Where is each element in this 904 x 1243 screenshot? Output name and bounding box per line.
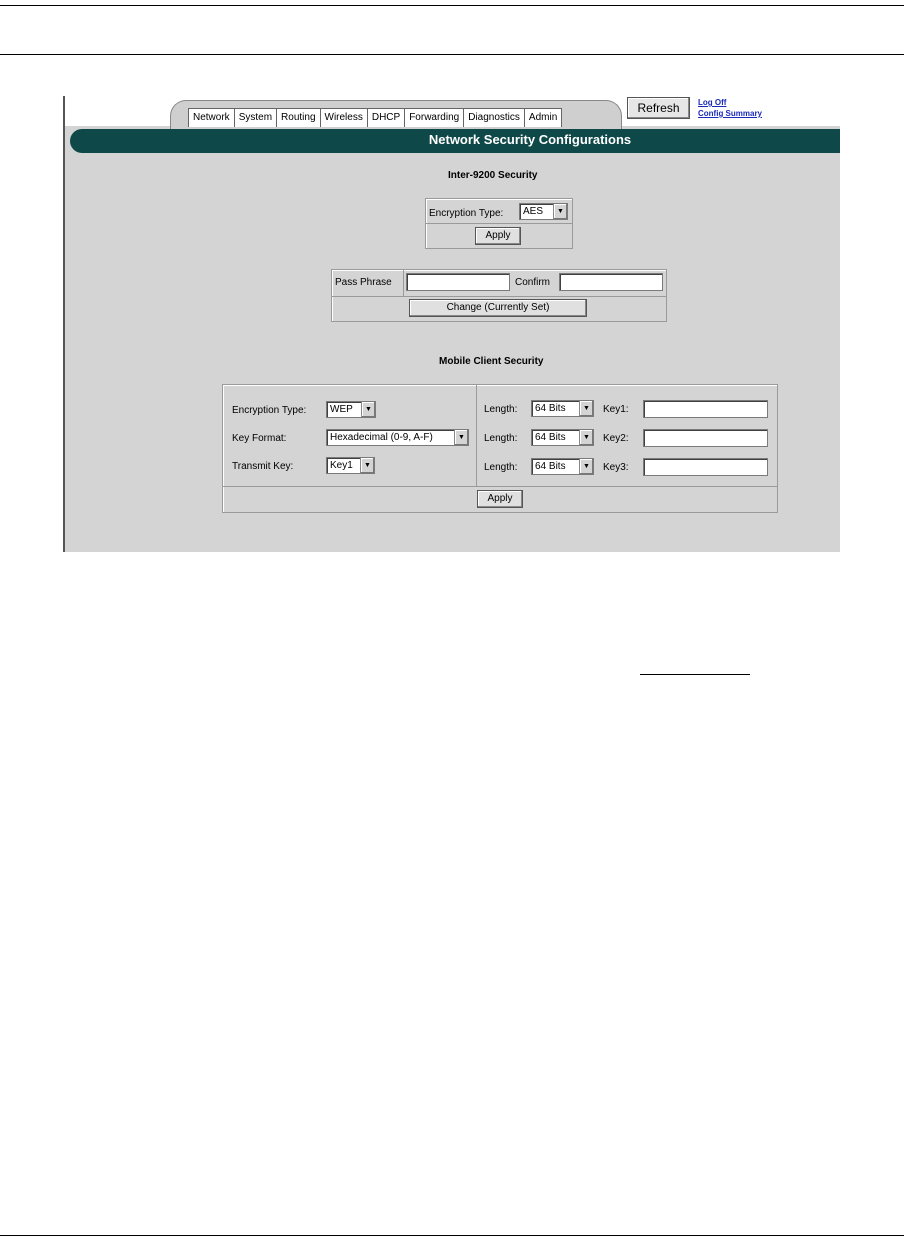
confirm-label: Confirm xyxy=(515,277,551,288)
divider xyxy=(223,486,777,487)
dropdown-arrow-icon: ▼ xyxy=(360,458,374,473)
inter-security-title: Inter-9200 Security xyxy=(448,170,538,181)
inter-encryption-select[interactable] xyxy=(519,203,568,220)
tab-admin[interactable]: Admin xyxy=(524,108,562,127)
mobile-apply-button[interactable]: Apply xyxy=(477,490,523,508)
key3-length-select[interactable] xyxy=(531,458,594,475)
divider xyxy=(426,223,572,224)
tab-routing[interactable]: Routing xyxy=(276,108,320,127)
tab-forwarding[interactable]: Forwarding xyxy=(404,108,464,127)
page-header-rule xyxy=(0,54,904,55)
mobile-encryption-label: Encryption Type: xyxy=(232,405,307,416)
page-footer-rule xyxy=(0,1235,904,1236)
key3-input[interactable] xyxy=(643,458,768,476)
log-off-link[interactable]: Log Off xyxy=(698,98,727,107)
key3-label: Key3: xyxy=(603,462,629,473)
mobile-encryption-select[interactable] xyxy=(326,401,376,418)
pass-phrase-input[interactable] xyxy=(406,273,510,291)
inter-apply-button[interactable]: Apply xyxy=(475,227,521,245)
tab-dhcp[interactable]: DHCP xyxy=(367,108,405,127)
change-pass-phrase-button[interactable]: Change (Currently Set) xyxy=(409,299,587,317)
key1-length-select[interactable] xyxy=(531,400,594,417)
title-banner xyxy=(70,129,840,153)
key2-label: Key2: xyxy=(603,433,629,444)
page-title: Network Security Configurations xyxy=(428,132,632,147)
blank-underline xyxy=(640,674,750,675)
key-format-value: Hexadecimal (0-9, A-F) xyxy=(330,432,433,443)
dropdown-arrow-icon: ▼ xyxy=(553,204,567,219)
mobile-security-title: Mobile Client Security xyxy=(439,356,544,367)
key1-length-value: 64 Bits xyxy=(535,403,566,414)
page-top-rule xyxy=(0,5,904,6)
inter-encryption-value: AES xyxy=(523,206,544,217)
divider xyxy=(476,385,477,486)
transmit-key-select[interactable] xyxy=(326,457,375,474)
dropdown-arrow-icon: ▼ xyxy=(579,459,593,474)
transmit-key-label: Transmit Key: xyxy=(232,461,294,472)
dropdown-arrow-icon: ▼ xyxy=(361,402,375,417)
pass-phrase-label: Pass Phrase xyxy=(335,277,392,288)
key2-length-label: Length: xyxy=(484,433,518,444)
key3-length-value: 64 Bits xyxy=(535,461,566,472)
refresh-button[interactable]: Refresh xyxy=(627,97,690,119)
divider xyxy=(332,296,666,297)
tab-system[interactable]: System xyxy=(234,108,277,127)
mobile-encryption-value: WEP xyxy=(330,404,353,415)
key2-input[interactable] xyxy=(643,429,768,447)
key1-length-label: Length: xyxy=(484,404,518,415)
inter-encryption-label: Encryption Type: xyxy=(429,208,504,219)
tab-diagnostics[interactable]: Diagnostics xyxy=(463,108,525,127)
key-format-label: Key Format: xyxy=(232,433,287,444)
dropdown-arrow-icon: ▼ xyxy=(579,401,593,416)
dropdown-arrow-icon: ▼ xyxy=(579,430,593,445)
config-summary-link[interactable]: Config Summary xyxy=(698,109,763,118)
key3-length-label: Length: xyxy=(484,462,518,473)
tab-network[interactable]: Network xyxy=(188,108,235,127)
key2-length-value: 64 Bits xyxy=(535,432,566,443)
nav-tabs xyxy=(188,108,561,127)
transmit-key-value: Key1 xyxy=(330,460,353,471)
key1-label: Key1: xyxy=(603,404,629,415)
dropdown-arrow-icon: ▼ xyxy=(454,430,468,445)
key2-length-select[interactable] xyxy=(531,429,594,446)
divider xyxy=(403,270,404,296)
frame-edge xyxy=(63,96,65,552)
key1-input[interactable] xyxy=(643,400,768,418)
tab-wireless[interactable]: Wireless xyxy=(320,108,368,127)
key-format-select[interactable] xyxy=(326,429,469,446)
confirm-input[interactable] xyxy=(559,273,663,291)
